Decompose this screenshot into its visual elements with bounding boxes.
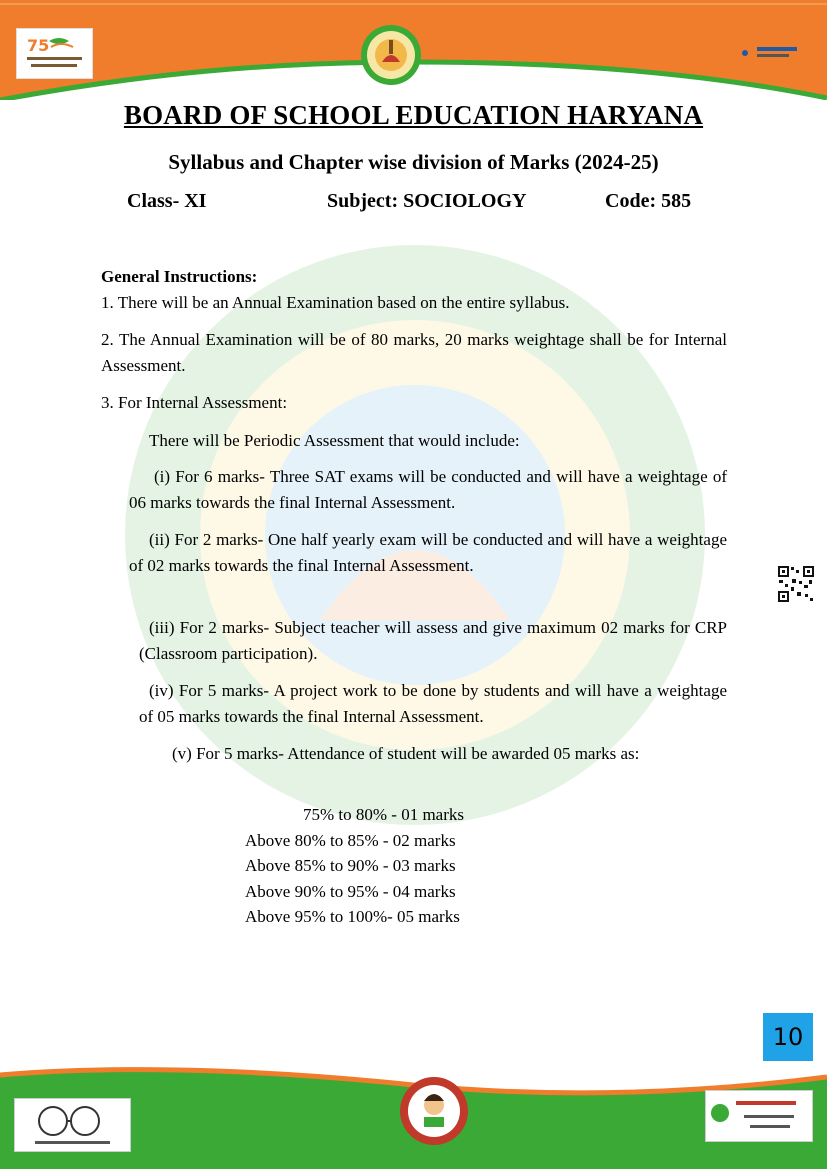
instruction-3: 3. For Internal Assessment: xyxy=(101,393,288,412)
azadi-ka-amrit-mahotsav-logo-icon xyxy=(16,28,93,79)
digital-india-logo-icon xyxy=(735,38,805,68)
assessment-item-v: (v) For 5 marks- Attendance of student will be awarded 05 marks as: xyxy=(172,744,640,763)
periodic-assessment-intro: There will be Periodic Assessment that would include: xyxy=(149,431,520,450)
attendance-row: Above 90% to 95% - 04 marks xyxy=(245,881,456,901)
page-number-badge: 10 xyxy=(763,1013,813,1061)
attendance-marks-list xyxy=(245,802,464,930)
shiksha-ka-adhikar-logo-icon xyxy=(705,1090,813,1142)
assessment-item-i: (i) For 6 marks- Three SAT exams will be conducted and will have a weightage of 06 marks towards the final Internal Assessment. xyxy=(129,467,727,512)
svg-text:75: 75 xyxy=(27,36,50,55)
page-subtitle: Syllabus and Chapter wise division of Marks (2024-25) xyxy=(168,150,659,174)
assessment-item-ii: (ii) For 2 marks- One half yearly exam will be conducted and will have a weightage of 02 marks towards the final Internal Assessment. xyxy=(129,530,727,575)
attendance-row: Above 95% to 100%- 05 marks xyxy=(245,907,460,926)
swachh-bharat-logo-icon xyxy=(14,1098,131,1152)
general-instructions-heading: General Instructions: xyxy=(101,267,258,286)
attendance-row: Above 80% to 85% - 02 marks xyxy=(245,830,456,850)
assessment-item-iv: (iv) For 5 marks- A project work to be done by students and will have a weightage of 05 marks towards the final Internal Assessment. xyxy=(139,681,727,726)
subject-label: Subject: SOCIOLOGY xyxy=(327,190,527,212)
beti-bachao-beti-padhao-logo-icon xyxy=(398,1075,470,1147)
attendance-row: Above 85% to 90% - 03 marks xyxy=(245,856,456,875)
page-title: BOARD OF SCHOOL EDUCATION HARYANA xyxy=(123,100,704,130)
qr-code-icon[interactable] xyxy=(777,565,815,603)
code-label: Code: 585 xyxy=(605,190,692,212)
instruction-1: 1. There will be an Annual Examination based on the entire syllabus. xyxy=(101,293,570,312)
instruction-2: 2. The Annual Examination will be of 80 marks, 20 marks weightage shall be for Internal Assessment. xyxy=(101,330,727,375)
bseh-emblem-icon xyxy=(360,24,422,86)
attendance-row: 75% to 80% - 01 marks xyxy=(303,805,465,824)
assessment-item-iii: (iii) For 2 marks- Subject teacher will assess and give maximum 02 marks for CRP (Classroom participation). xyxy=(139,618,727,663)
class-label: Class- XI xyxy=(127,190,207,212)
